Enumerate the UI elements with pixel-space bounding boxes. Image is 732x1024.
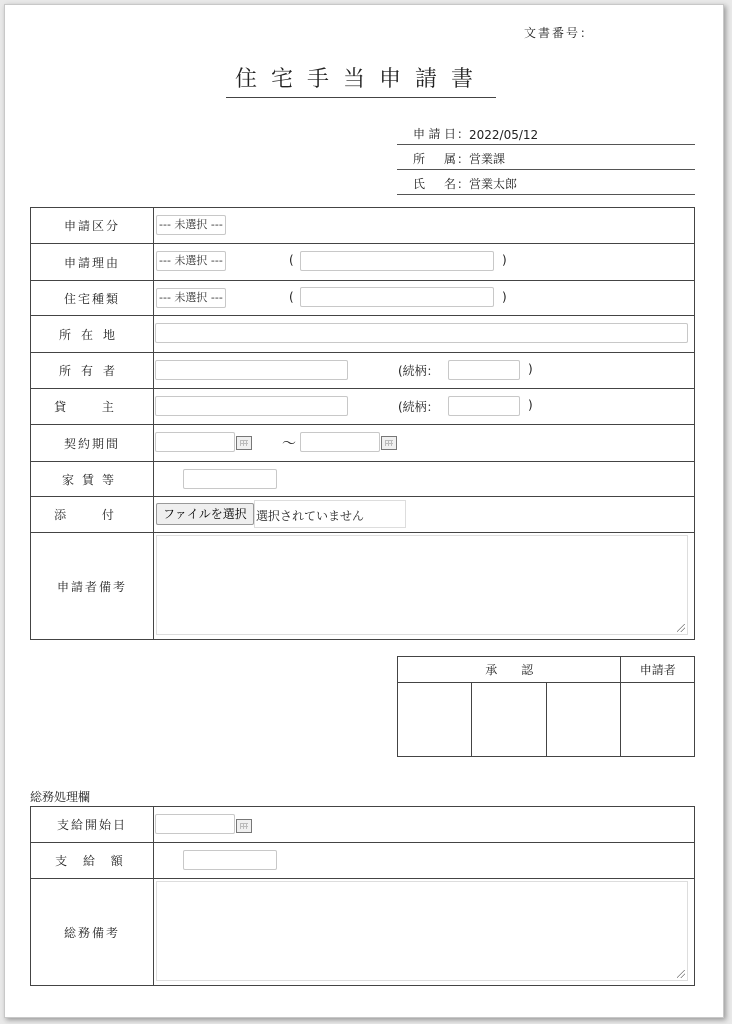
name-value: 営業太郎 bbox=[469, 177, 518, 191]
calendar-icon[interactable] bbox=[381, 436, 397, 450]
choose-file-button[interactable]: ファイルを選択 bbox=[156, 503, 254, 525]
period-tilde: 〜 bbox=[282, 436, 296, 452]
housing-paren-close: ) bbox=[502, 290, 507, 304]
applicant-stamp-cell bbox=[621, 683, 695, 757]
owner-relation-label: (続柄： bbox=[398, 364, 439, 378]
resize-grip-icon[interactable] bbox=[677, 970, 685, 978]
owner-label: 所有者 bbox=[31, 353, 154, 389]
file-status: 選択されていません bbox=[256, 509, 365, 523]
page-title: 住宅手当申請書 bbox=[226, 62, 496, 98]
dept-sep: ： bbox=[457, 152, 470, 166]
name-label: 氏 名 bbox=[413, 177, 457, 191]
amount-input[interactable] bbox=[183, 850, 277, 870]
calendar-icon[interactable] bbox=[236, 436, 252, 450]
lessor-paren-close: ) bbox=[528, 398, 533, 412]
housing-paren-open: ( bbox=[289, 290, 294, 304]
approval-header: 承 認 bbox=[398, 657, 621, 683]
dept-value: 営業課 bbox=[469, 152, 506, 166]
date-sep: ： bbox=[457, 127, 470, 141]
contract-start-input[interactable] bbox=[155, 432, 235, 452]
applicant-remarks-textarea[interactable] bbox=[156, 535, 688, 635]
lessor-relation-input[interactable] bbox=[448, 396, 520, 416]
owner-relation-input[interactable] bbox=[448, 360, 520, 380]
start-date-input[interactable] bbox=[155, 814, 235, 834]
location-input[interactable] bbox=[155, 323, 688, 343]
date-value: 2022/05/12 bbox=[469, 128, 539, 142]
owner-paren-close: ) bbox=[528, 362, 533, 376]
admin-remarks-label: 総務備考 bbox=[31, 879, 154, 986]
name-sep: ： bbox=[457, 177, 470, 191]
applicant-info bbox=[397, 120, 695, 195]
reason-paren-open: ( bbox=[289, 253, 294, 267]
approval-stamp-cell bbox=[398, 683, 472, 757]
approval-table bbox=[397, 656, 695, 757]
dept-label: 所 属 bbox=[413, 152, 457, 166]
date-label: 申請日 bbox=[413, 127, 457, 141]
application-form-table bbox=[30, 207, 695, 640]
category-select[interactable]: --- 未選択 --- bbox=[156, 215, 226, 235]
housing-detail-input[interactable] bbox=[300, 287, 494, 307]
admin-section-label: 総務処理欄 bbox=[30, 790, 91, 804]
applicant-stamp-header: 申請者 bbox=[621, 657, 695, 683]
category-label: 申請区分 bbox=[31, 208, 154, 244]
start-date-label: 支給開始日 bbox=[31, 807, 154, 843]
lessor-input[interactable] bbox=[155, 396, 348, 416]
application-date-line bbox=[397, 120, 695, 145]
resize-grip-icon[interactable] bbox=[677, 624, 685, 632]
housing-type-select[interactable]: --- 未選択 --- bbox=[156, 288, 226, 308]
name-line bbox=[397, 170, 695, 195]
department-line bbox=[397, 145, 695, 170]
attachment-label: 添 付 bbox=[31, 497, 154, 533]
approval-stamp-cell bbox=[546, 683, 620, 757]
lessor-relation-label: (続柄： bbox=[398, 400, 439, 414]
admin-table bbox=[30, 806, 695, 986]
housing-type-label: 住宅種類 bbox=[31, 281, 154, 316]
rent-input[interactable] bbox=[183, 469, 277, 489]
reason-paren-close: ) bbox=[502, 253, 507, 267]
doc-number-label: 文書番号： bbox=[524, 26, 595, 40]
reason-label: 申請理由 bbox=[31, 244, 154, 281]
applicant-remarks-label: 申請者備考 bbox=[31, 533, 154, 640]
lessor-label: 貸 主 bbox=[31, 389, 154, 425]
location-label: 所在地 bbox=[31, 316, 154, 353]
approval-stamp-cell bbox=[472, 683, 546, 757]
reason-select[interactable]: --- 未選択 --- bbox=[156, 251, 226, 271]
owner-input[interactable] bbox=[155, 360, 348, 380]
rent-label: 家賃等 bbox=[31, 462, 154, 497]
reason-detail-input[interactable] bbox=[300, 251, 494, 271]
admin-remarks-textarea[interactable] bbox=[156, 881, 688, 981]
calendar-icon[interactable] bbox=[236, 819, 252, 833]
contract-end-input[interactable] bbox=[300, 432, 380, 452]
amount-label: 支 給 額 bbox=[31, 843, 154, 879]
contract-period-label: 契約期間 bbox=[31, 425, 154, 462]
